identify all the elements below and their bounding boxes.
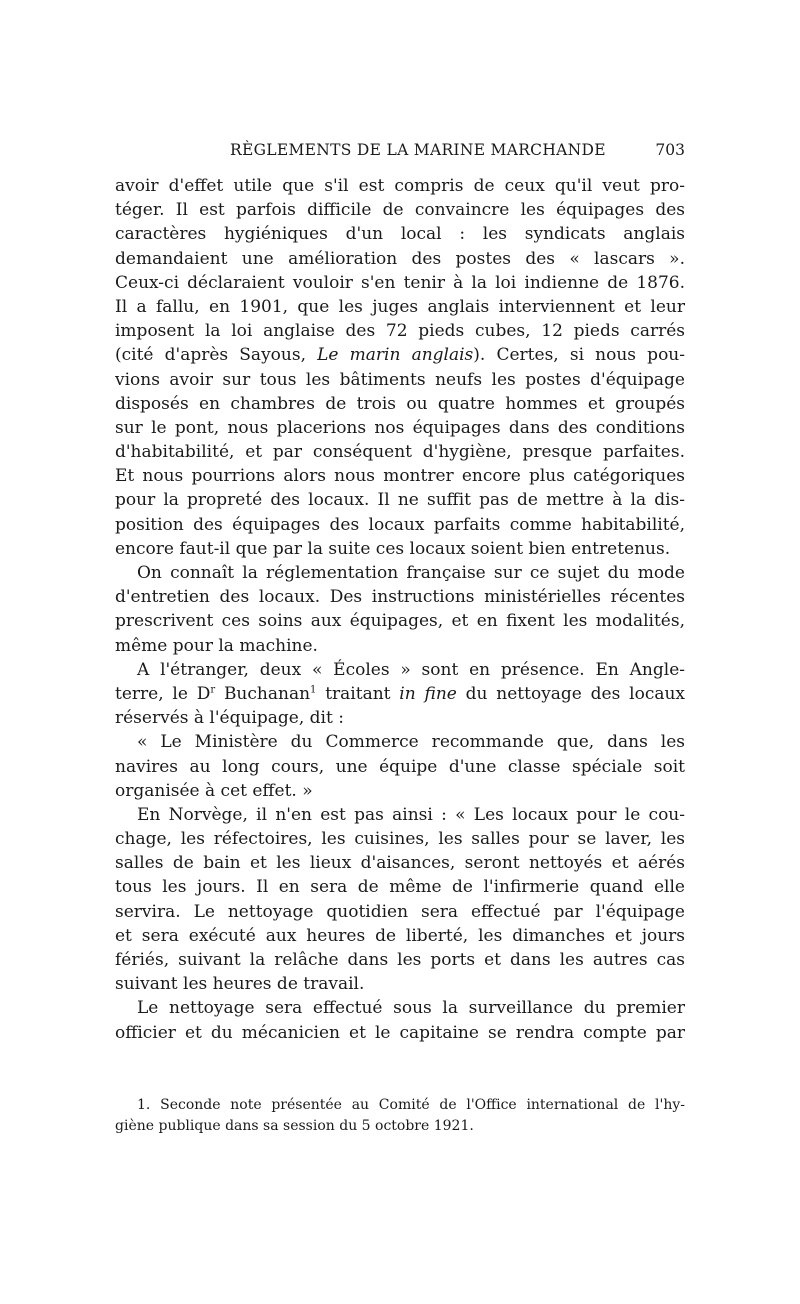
text-line: suivant les heures de travail. <box>115 974 365 995</box>
text-line: Ceux-ci déclaraient vouloir s'en tenir à la loi indienne de 1876. <box>115 272 685 293</box>
text-line: demandaient une amélioration des postes des « lascars ». <box>115 248 685 269</box>
text-line: navires au long cours, une équipe d'une classe spéciale soit <box>115 756 685 777</box>
text-line: pour la propreté des locaux. Il ne suffit pas de mettre à la dis- <box>115 490 685 511</box>
text-segment: traitant <box>316 683 400 704</box>
text-line: sur le pont, nous placerions nos équipages dans des conditions <box>115 417 685 438</box>
body-text <box>115 174 685 1045</box>
text-line: encore faut-il que par la suite ces locaux soient bien entretenus. <box>115 538 671 559</box>
text-line: d'habitabilité, et par conséquent d'hygiène, presque parfaites. <box>115 442 685 463</box>
running-title: RÈGLEMENTS DE LA MARINE MARCHANDE <box>230 141 606 159</box>
text-line <box>115 343 685 367</box>
text-line: officier et du mécanicien et le capitaine se rendra compte par <box>115 1022 685 1043</box>
footnote-marker: 1 <box>310 684 317 696</box>
text-line: salles de bain et les lieux d'aisances, seront nettoyés et aérés <box>115 853 685 874</box>
text-line: réservés à l'équipage, dit : <box>115 708 344 729</box>
footnote <box>115 1095 685 1137</box>
italic-title: Le marin anglais <box>317 345 474 366</box>
text-line: caractères hygiéniques d'un local : les syndicats anglais <box>115 224 685 245</box>
superscript: r <box>210 684 216 696</box>
text-segment: du nettoyage des locaux <box>456 683 685 704</box>
text-line: vions avoir sur tous les bâtiments neufs les postes d'équipage <box>115 369 685 390</box>
footnote-line: 1. Seconde note présentée au Comité de l'Office international de l'hy- <box>137 1097 685 1113</box>
text-segment: ). Certes, si nous pou- <box>473 345 685 366</box>
text-line: fériés, suivant la relâche dans les ports et dans les autres cas <box>115 950 685 970</box>
text-line: Il a fallu, en 1901, que les juges anglais interviennent et leur <box>115 296 685 317</box>
text-line: organisée à cet effet. » <box>115 780 313 801</box>
text-segment: (cité d'après Sayous, <box>115 345 318 366</box>
paragraph-start-line: « Le Ministère du Commerce recommande que, dans les <box>137 732 685 753</box>
paragraph-start-line: Le nettoyage sera effectué sous la surveillance du premier <box>137 998 685 1019</box>
text-line: position des équipages des locaux parfaits comme habitabilité, <box>115 514 685 535</box>
italic-phrase: in fine <box>399 683 457 704</box>
paragraph-start-line: En Norvège, il n'en est pas ainsi : « Les locaux pour le cou- <box>137 804 685 825</box>
text-segment: terre, le D <box>115 683 211 704</box>
text-line: tous les jours. Il en sera de même de l'infirmerie quand elle <box>115 877 685 898</box>
text-line: même pour la machine. <box>115 635 318 656</box>
text-line: téger. Il est parfois difficile de convaincre les équipages des <box>115 200 685 221</box>
page-number: 703 <box>655 141 685 159</box>
paragraph-start-line: On connaît la réglementation française sur ce sujet du mode <box>137 563 685 583</box>
text-line: d'entretien des locaux. Des instructions ministérielles récentes <box>115 587 685 608</box>
text-line: prescrivent ces soins aux équipages, et en fixent les modalités, <box>115 611 685 632</box>
text-segment: Buchanan <box>215 683 311 704</box>
text-line: servira. Le nettoyage quotidien sera effectué par l'équipage <box>115 901 685 922</box>
text-line: avoir d'effet utile que s'il est compris de ceux qu'il veut pro- <box>115 176 685 196</box>
text-line: chage, les réfectoires, les cuisines, les salles pour se laver, les <box>115 829 685 850</box>
text-line: et sera exécuté aux heures de liberté, les dimanches et jours <box>115 925 685 946</box>
text-line: disposés en chambres de trois ou quatre hommes et groupés <box>115 393 685 414</box>
running-head <box>115 138 685 164</box>
paragraph-start-line: A l'étranger, deux « Écoles » sont en présence. En Angle- <box>137 659 685 680</box>
text-line <box>115 682 685 706</box>
text-line: imposent la loi anglaise des 72 pieds cubes, 12 pieds carrés <box>115 321 685 342</box>
text-line: Et nous pourrions alors nous montrer encore plus catégoriques <box>115 466 685 487</box>
footnote-line: giène publique dans sa session du 5 octobre 1921. <box>115 1118 474 1134</box>
